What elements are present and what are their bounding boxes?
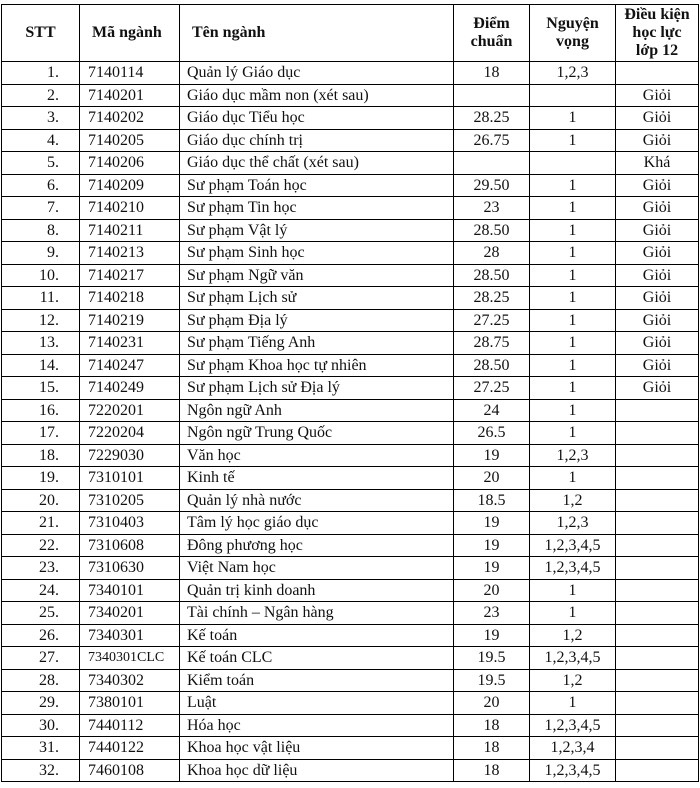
- cell-condition: [616, 602, 699, 625]
- cell-score: 29.50: [454, 174, 530, 197]
- cell-stt: 28.: [2, 669, 80, 692]
- table-row: [2, 107, 699, 130]
- cell-score: 18.5: [454, 489, 530, 512]
- cell-condition: [616, 62, 699, 85]
- cell-stt: 21.: [2, 512, 80, 535]
- table-row: [2, 354, 699, 377]
- cell-name: Sư phạm Địa lý: [180, 309, 454, 332]
- cell-condition: [616, 557, 699, 580]
- cell-stt: 7.: [2, 197, 80, 220]
- cell-score: 28.75: [454, 332, 530, 355]
- cell-score: 23: [454, 602, 530, 625]
- cell-name: Đông phương học: [180, 534, 454, 557]
- table-row: [2, 62, 699, 85]
- header-aspiration-line: Nguyện: [546, 15, 599, 32]
- cell-condition: [616, 624, 699, 647]
- cell-score: 19.5: [454, 647, 530, 670]
- cell-code: 7229030: [80, 444, 180, 467]
- cell-code: 7440112: [80, 714, 180, 737]
- cell-stt: 22.: [2, 534, 80, 557]
- table-row: [2, 669, 699, 692]
- cell-stt: 29.: [2, 692, 80, 715]
- cell-code: 7310630: [80, 557, 180, 580]
- cell-aspiration: 1: [530, 197, 616, 220]
- cell-stt: 15.: [2, 377, 80, 400]
- cell-score: 19: [454, 534, 530, 557]
- cell-stt: 19.: [2, 467, 80, 490]
- cell-name: Sư phạm Lịch sử Địa lý: [180, 377, 454, 400]
- table-row: [2, 692, 699, 715]
- cell-score: 27.25: [454, 309, 530, 332]
- cell-name: Việt Nam học: [180, 557, 454, 580]
- table-row: [2, 242, 699, 265]
- cell-stt: 18.: [2, 444, 80, 467]
- cell-score: 28.25: [454, 107, 530, 130]
- cell-condition: Giỏi: [616, 129, 699, 152]
- cell-stt: 4.: [2, 129, 80, 152]
- cell-aspiration: 1,2: [530, 624, 616, 647]
- cell-stt: 6.: [2, 174, 80, 197]
- cell-aspiration: 1: [530, 692, 616, 715]
- cell-name: Sư phạm Ngữ văn: [180, 264, 454, 287]
- cell-aspiration: 1,2,3,4,5: [530, 557, 616, 580]
- cell-name: Sư phạm Toán học: [180, 174, 454, 197]
- header-score: [454, 5, 530, 62]
- cell-aspiration: 1: [530, 129, 616, 152]
- cell-aspiration: 1: [530, 602, 616, 625]
- header-condition: [616, 5, 699, 62]
- cell-score: 20: [454, 692, 530, 715]
- header-code: Mã ngành: [80, 5, 180, 62]
- cell-condition: [616, 647, 699, 670]
- cell-aspiration: 1: [530, 264, 616, 287]
- cell-score: 19: [454, 624, 530, 647]
- cell-condition: Giỏi: [616, 264, 699, 287]
- cell-aspiration: 1,2,3,4: [530, 737, 616, 760]
- cell-code: 7310608: [80, 534, 180, 557]
- cell-aspiration: 1,2,3,4,5: [530, 714, 616, 737]
- cell-condition: Giỏi: [616, 219, 699, 242]
- cell-code: 7380101: [80, 692, 180, 715]
- cell-aspiration: 1: [530, 107, 616, 130]
- cell-code: 7140217: [80, 264, 180, 287]
- cell-condition: Giỏi: [616, 287, 699, 310]
- cell-name: Sư phạm Tiếng Anh: [180, 332, 454, 355]
- cell-condition: Giỏi: [616, 242, 699, 265]
- table-row: [2, 309, 699, 332]
- cell-condition: Giỏi: [616, 107, 699, 130]
- table-row: [2, 84, 699, 107]
- cell-name: Quản lý Giáo dục: [180, 62, 454, 85]
- cell-score: 19: [454, 512, 530, 535]
- cell-condition: Giỏi: [616, 84, 699, 107]
- cell-stt: 3.: [2, 107, 80, 130]
- header-condition-line: lớp 12: [635, 42, 679, 59]
- cell-score: [454, 84, 530, 107]
- cell-code: 7140114: [80, 62, 180, 85]
- table-row: [2, 557, 699, 580]
- cell-aspiration: 1,2,3: [530, 62, 616, 85]
- cell-aspiration: 1: [530, 377, 616, 400]
- table-row: [2, 579, 699, 602]
- cell-condition: Giỏi: [616, 174, 699, 197]
- table-row: [2, 287, 699, 310]
- cell-score: 19: [454, 557, 530, 580]
- cell-score: 28: [454, 242, 530, 265]
- cell-stt: 31.: [2, 737, 80, 760]
- cell-code: 7220201: [80, 399, 180, 422]
- cell-aspiration: 1,2,3,4,5: [530, 647, 616, 670]
- cell-code: 7310403: [80, 512, 180, 535]
- cell-stt: 10.: [2, 264, 80, 287]
- cell-aspiration: 1: [530, 467, 616, 490]
- cell-code: 7140205: [80, 129, 180, 152]
- cell-stt: 14.: [2, 354, 80, 377]
- cell-condition: [616, 489, 699, 512]
- cell-score: 27.25: [454, 377, 530, 400]
- cell-name: Sư phạm Sinh học: [180, 242, 454, 265]
- cell-aspiration: 1: [530, 332, 616, 355]
- cell-name: Kiểm toán: [180, 669, 454, 692]
- cell-name: Khoa học vật liệu: [180, 737, 454, 760]
- table-row: [2, 737, 699, 760]
- cell-code: 7220204: [80, 422, 180, 445]
- cell-stt: 9.: [2, 242, 80, 265]
- cell-score: 28.50: [454, 264, 530, 287]
- cell-code: 7140231: [80, 332, 180, 355]
- cell-name: Quản lý nhà nước: [180, 489, 454, 512]
- cell-code: 7140201: [80, 84, 180, 107]
- header-score-line: Điểm: [473, 15, 510, 32]
- table-row: [2, 534, 699, 557]
- cell-aspiration: 1: [530, 579, 616, 602]
- cell-code: 7310101: [80, 467, 180, 490]
- cell-condition: [616, 692, 699, 715]
- cell-name: Sư phạm Khoa học tự nhiên: [180, 354, 454, 377]
- cell-name: Giáo dục thể chất (xét sau): [180, 152, 454, 175]
- cell-condition: [616, 759, 699, 782]
- cell-score: 26.5: [454, 422, 530, 445]
- cell-stt: 17.: [2, 422, 80, 445]
- table-row: [2, 647, 699, 670]
- cell-aspiration: 1: [530, 399, 616, 422]
- cell-stt: 8.: [2, 219, 80, 242]
- cell-condition: [616, 579, 699, 602]
- cell-aspiration: 1,2,3,4,5: [530, 534, 616, 557]
- cell-condition: [616, 714, 699, 737]
- cell-score: 28.50: [454, 354, 530, 377]
- cell-stt: 11.: [2, 287, 80, 310]
- header-name: Tên ngành: [180, 5, 454, 62]
- cell-stt: 12.: [2, 309, 80, 332]
- cell-score: 19: [454, 444, 530, 467]
- cell-name: Sư phạm Vật lý: [180, 219, 454, 242]
- cell-aspiration: [530, 152, 616, 175]
- table-row: [2, 152, 699, 175]
- table-header-row: [2, 5, 699, 62]
- cell-stt: 27.: [2, 647, 80, 670]
- table-row: [2, 377, 699, 400]
- cell-aspiration: 1: [530, 422, 616, 445]
- cell-aspiration: [530, 84, 616, 107]
- cell-score: 23: [454, 197, 530, 220]
- cell-condition: Khá: [616, 152, 699, 175]
- table-row: [2, 467, 699, 490]
- cell-condition: Giỏi: [616, 377, 699, 400]
- cell-code: 7140209: [80, 174, 180, 197]
- table-row: [2, 512, 699, 535]
- cell-code: 7140247: [80, 354, 180, 377]
- cell-score: 24: [454, 399, 530, 422]
- table-row: [2, 129, 699, 152]
- cell-score: 18: [454, 62, 530, 85]
- cell-aspiration: 1,2,3: [530, 512, 616, 535]
- cell-name: Tài chính – Ngân hàng: [180, 602, 454, 625]
- cell-name: Tâm lý học giáo dục: [180, 512, 454, 535]
- cell-condition: [616, 422, 699, 445]
- admission-score-table: [1, 4, 699, 782]
- table-row: [2, 489, 699, 512]
- cell-stt: 16.: [2, 399, 80, 422]
- cell-code: 7140219: [80, 309, 180, 332]
- cell-code: 7140202: [80, 107, 180, 130]
- header-condition-line: học lực: [632, 24, 682, 41]
- cell-stt: 13.: [2, 332, 80, 355]
- cell-score: 20: [454, 579, 530, 602]
- cell-name: Khoa học dữ liệu: [180, 759, 454, 782]
- cell-aspiration: 1: [530, 354, 616, 377]
- cell-stt: 24.: [2, 579, 80, 602]
- cell-stt: 32.: [2, 759, 80, 782]
- cell-condition: [616, 444, 699, 467]
- cell-name: Giáo dục mầm non (xét sau): [180, 84, 454, 107]
- cell-score: 26.75: [454, 129, 530, 152]
- cell-code: 7310205: [80, 489, 180, 512]
- cell-aspiration: 1,2: [530, 669, 616, 692]
- cell-score: 18: [454, 737, 530, 760]
- cell-aspiration: 1: [530, 174, 616, 197]
- cell-aspiration: 1,2,3: [530, 444, 616, 467]
- table-row: [2, 759, 699, 782]
- cell-score: 28.25: [454, 287, 530, 310]
- cell-name: Ngôn ngữ Anh: [180, 399, 454, 422]
- cell-code: 7440122: [80, 737, 180, 760]
- cell-code: 7140211: [80, 219, 180, 242]
- cell-code: 7340302: [80, 669, 180, 692]
- cell-condition: Giỏi: [616, 309, 699, 332]
- cell-code: 7140213: [80, 242, 180, 265]
- cell-score: 18: [454, 714, 530, 737]
- cell-code: 7340101: [80, 579, 180, 602]
- table-row: [2, 624, 699, 647]
- cell-condition: [616, 512, 699, 535]
- cell-name: Giáo dục chính trị: [180, 129, 454, 152]
- cell-condition: Giỏi: [616, 354, 699, 377]
- table-row: [2, 399, 699, 422]
- cell-name: Luật: [180, 692, 454, 715]
- cell-score: 18: [454, 759, 530, 782]
- cell-condition: Giỏi: [616, 197, 699, 220]
- cell-aspiration: 1: [530, 219, 616, 242]
- table-row: [2, 197, 699, 220]
- cell-code: 7460108: [80, 759, 180, 782]
- cell-name: Kinh tế: [180, 467, 454, 490]
- cell-condition: [616, 534, 699, 557]
- cell-name: Hóa học: [180, 714, 454, 737]
- header-aspiration-line: vọng: [556, 33, 589, 50]
- header-condition-line: Điều kiện: [624, 6, 690, 23]
- cell-code: 7340301CLC: [80, 647, 180, 670]
- cell-aspiration: 1: [530, 287, 616, 310]
- cell-name: Kế toán: [180, 624, 454, 647]
- cell-code: 7140218: [80, 287, 180, 310]
- cell-condition: [616, 737, 699, 760]
- cell-name: Ngôn ngữ Trung Quốc: [180, 422, 454, 445]
- cell-name: Sư phạm Lịch sử: [180, 287, 454, 310]
- cell-score: 28.50: [454, 219, 530, 242]
- cell-score: 19.5: [454, 669, 530, 692]
- table-row: [2, 602, 699, 625]
- cell-name: Quản trị kinh doanh: [180, 579, 454, 602]
- cell-condition: Giỏi: [616, 332, 699, 355]
- cell-stt: 30.: [2, 714, 80, 737]
- cell-code: 7140206: [80, 152, 180, 175]
- cell-aspiration: 1: [530, 242, 616, 265]
- cell-stt: 20.: [2, 489, 80, 512]
- cell-condition: [616, 669, 699, 692]
- cell-stt: 26.: [2, 624, 80, 647]
- table-row: [2, 714, 699, 737]
- cell-condition: [616, 399, 699, 422]
- cell-aspiration: 1,2: [530, 489, 616, 512]
- table-row: [2, 174, 699, 197]
- header-stt: STT: [2, 5, 80, 62]
- cell-code: 7340301: [80, 624, 180, 647]
- cell-aspiration: 1: [530, 309, 616, 332]
- cell-stt: 23.: [2, 557, 80, 580]
- cell-stt: 25.: [2, 602, 80, 625]
- cell-code: 7140210: [80, 197, 180, 220]
- cell-stt: 5.: [2, 152, 80, 175]
- table-row: [2, 332, 699, 355]
- cell-name: Kế toán CLC: [180, 647, 454, 670]
- cell-name: Giáo dục Tiểu học: [180, 107, 454, 130]
- table-row: [2, 264, 699, 287]
- cell-name: Văn học: [180, 444, 454, 467]
- cell-condition: [616, 467, 699, 490]
- cell-name: Sư phạm Tin học: [180, 197, 454, 220]
- table-body: [2, 62, 699, 782]
- cell-score: 20: [454, 467, 530, 490]
- cell-score: [454, 152, 530, 175]
- cell-code: 7140249: [80, 377, 180, 400]
- cell-aspiration: 1,2,3,4,5: [530, 759, 616, 782]
- cell-stt: 1.: [2, 62, 80, 85]
- table-row: [2, 444, 699, 467]
- table-row: [2, 422, 699, 445]
- cell-code: 7340201: [80, 602, 180, 625]
- table-row: [2, 219, 699, 242]
- header-aspiration: [530, 5, 616, 62]
- cell-stt: 2.: [2, 84, 80, 107]
- header-score-line: chuẩn: [470, 33, 513, 50]
